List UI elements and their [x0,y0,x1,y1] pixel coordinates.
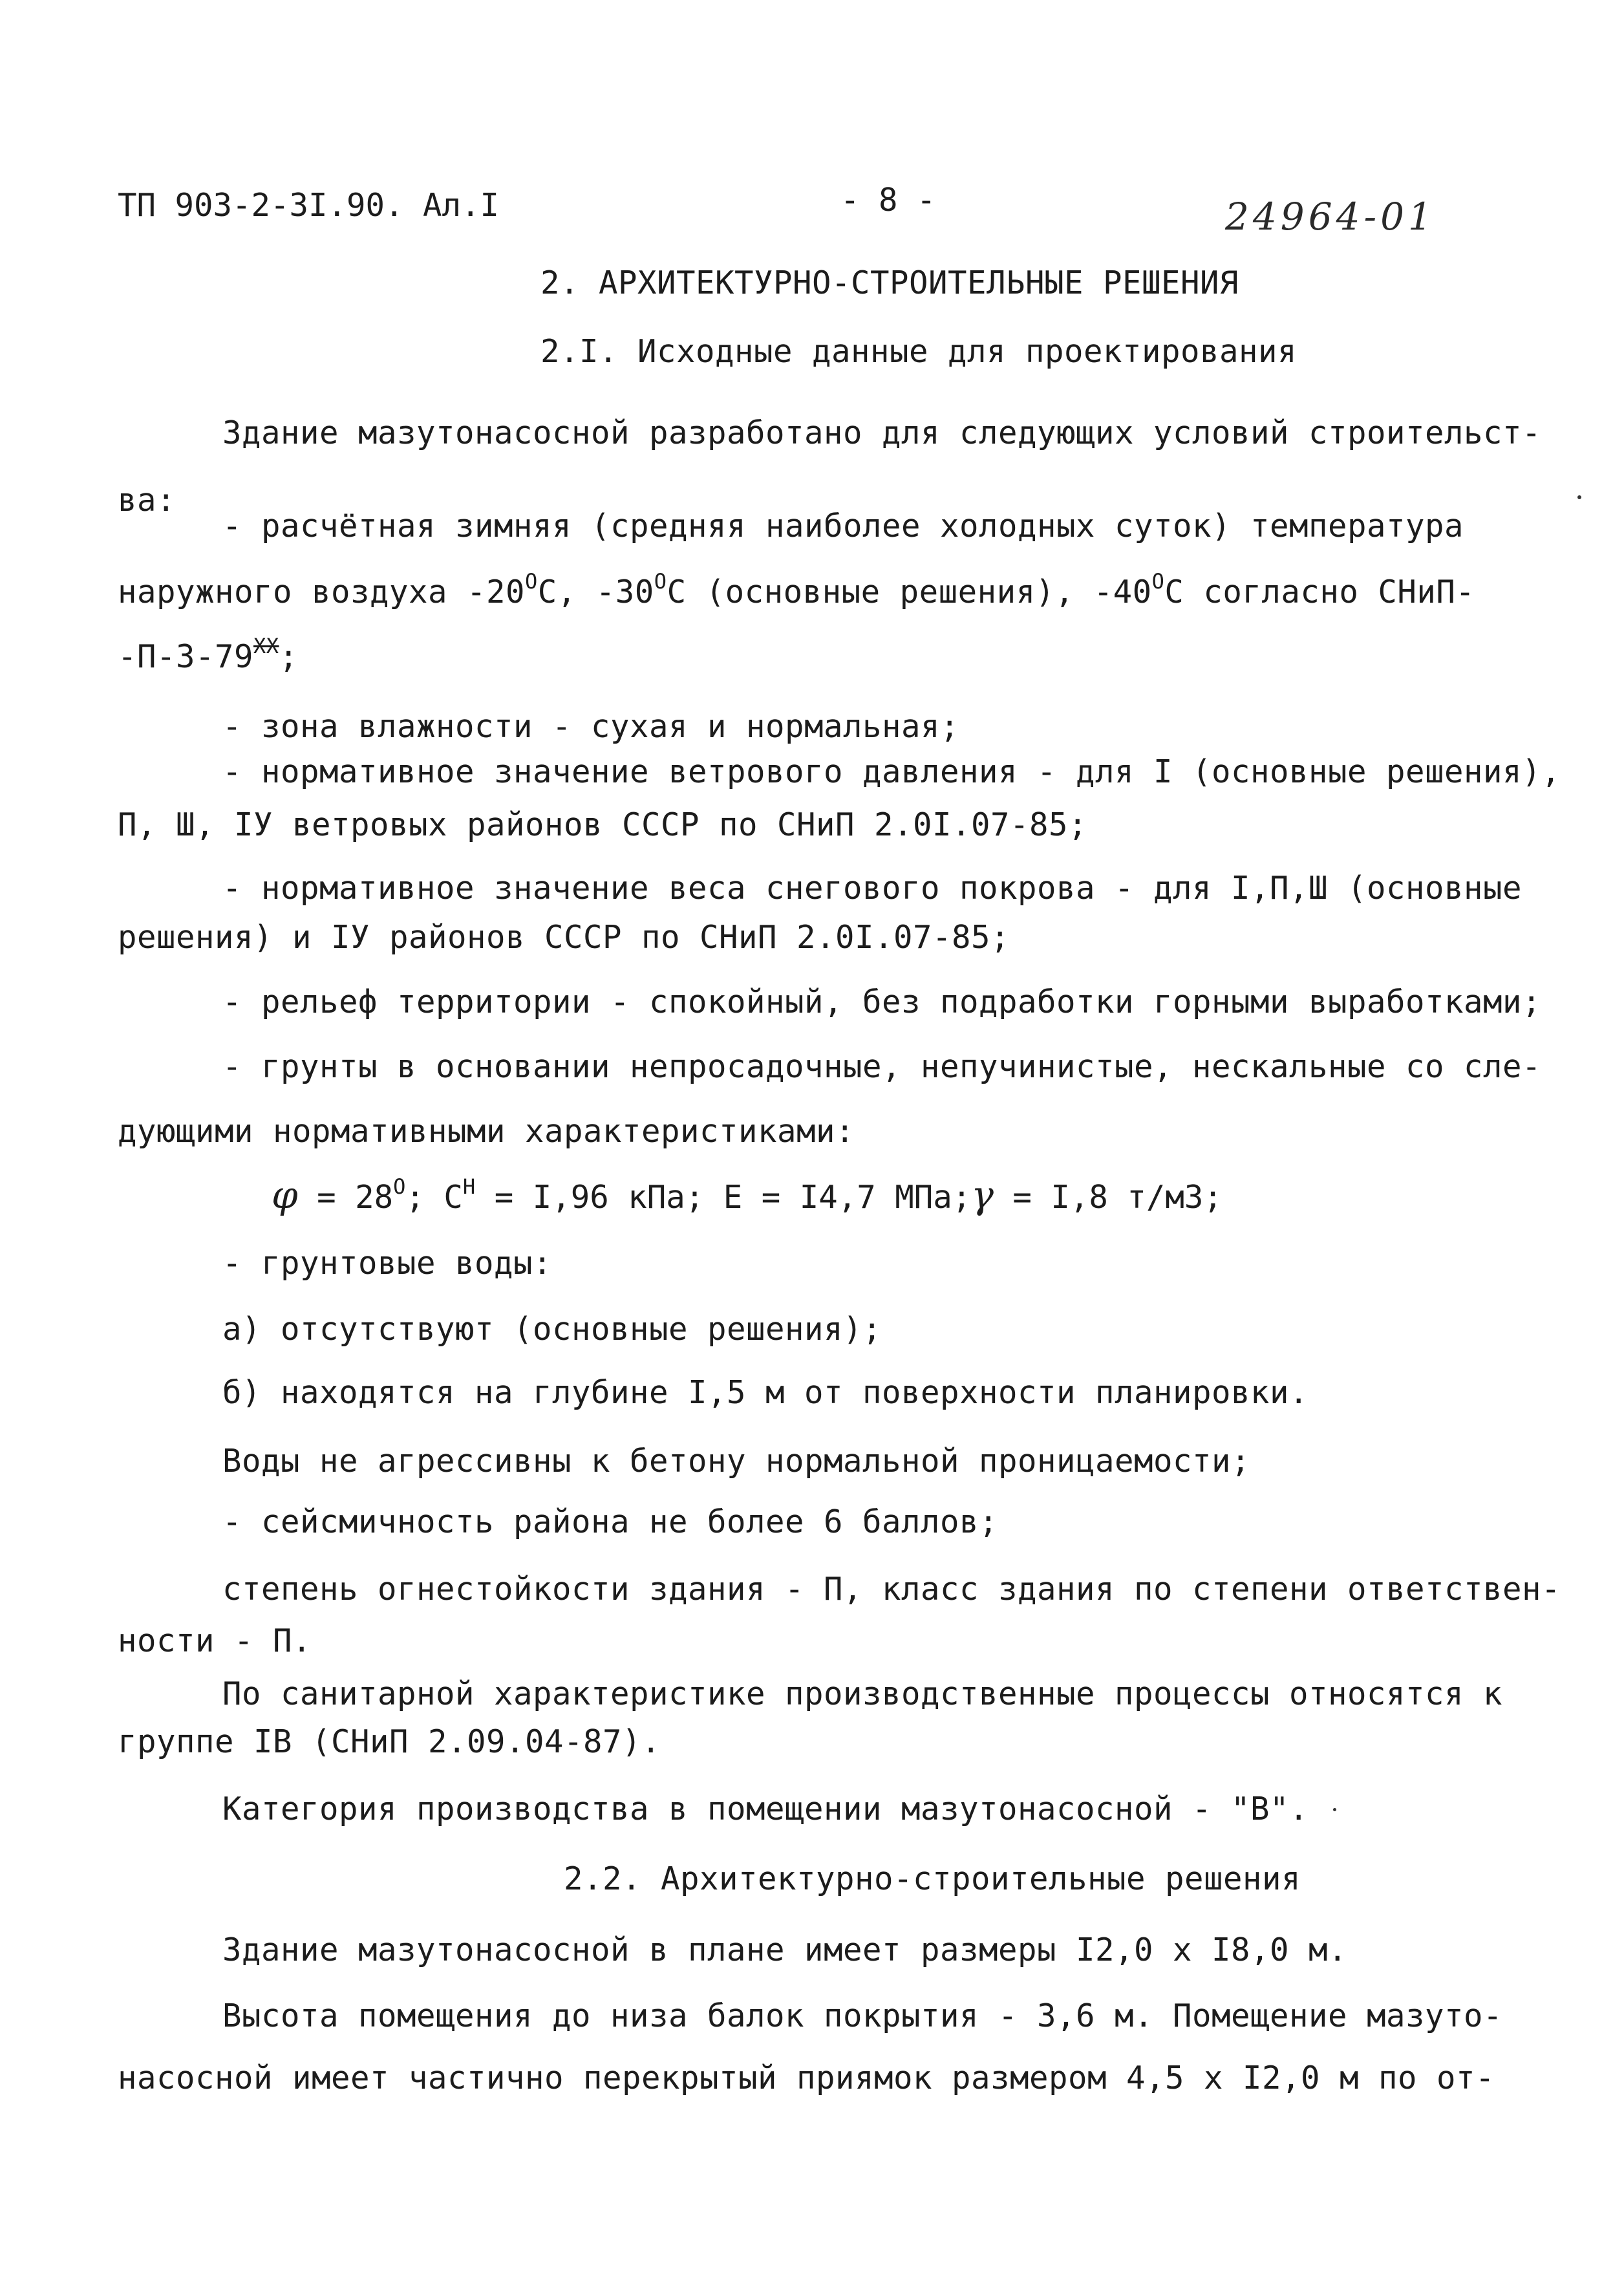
text-line: группе IВ (СНиП 2.09.04-87). [118,1723,661,1760]
text-line: - нормативное значение ветрового давления - для I (основные решения), [222,753,1561,790]
handwritten-number: 24964-01 [1225,195,1436,239]
text-line: Воды не агрессивны к бетону нормальной проницаемости; [222,1443,1251,1480]
text-line: Здание мазутонасосной разработано для следующих условий строительст- [222,414,1542,451]
text-line: - грунтовые воды: [222,1245,553,1282]
text-line: $-П-3-79^{XX}$; [118,634,299,675]
page-number: - 8 - [840,182,936,219]
subsection-title-1: 2.I. Исходные данные для проектирования [540,333,1298,370]
text-line: Категория производства в помещении мазутонасосной - "В". [222,1791,1309,1827]
text-line: Высота помещения до низа балок покрытия - 3,6 м. Помещение мазуто- [222,1997,1503,2034]
subsection-title-2: 2.2. Архитектурно-строительные решения [564,1860,1301,1897]
text-line: решения) и IУ районов СССР по СНиП 2.0I.07-85; [118,919,1010,956]
scan-speck [1333,1808,1336,1811]
text-line: - нормативное значение веса снегового покрова - для I,П,Ш (основные [222,870,1522,907]
text-line: дующими нормативными характеристиками: [118,1113,855,1150]
text-line: а) отсутствуют (основные решения); [222,1311,882,1348]
text-line: - сейсмичность района не более 6 баллов; [222,1503,999,1540]
text-line: б) находятся на глубине I,5 м от поверхности планировки. [222,1374,1309,1411]
text-line: ности - П. [118,1622,312,1659]
text-line: - зона влажности - сухая и нормальная; [222,708,960,745]
text-line: Здание мазутонасосной в плане имеет размеры I2,0 х I8,0 м. [222,1932,1348,1968]
text-line: По санитарной характеристике производственные процессы относятся к [222,1675,1503,1712]
soil-characteristics-formula: $\varphi = 28^О$; $C^Н = I,96$ кПа; E = I4,7 МПа;γ = I,8 т/м3; [272,1173,1223,1217]
text-line: - расчётная зимняя (средняя наиболее холодных суток) температура [222,508,1464,544]
text-line: П, Ш, IУ ветровых районов СССР по СНиП 2.0I.07-85; [118,806,1088,843]
text-line: - грунты в основании непросадочные, непучинистые, нескальные со сле- [222,1048,1542,1085]
text-line: степень огнестойкости здания - П, класс здания по степени ответствен- [222,1571,1561,1608]
scan-speck [1577,495,1581,499]
text-line: ва: [118,482,176,519]
text-line: насосной имеет частично перекрытый приямок размером 4,5 х I2,0 м по от- [118,2060,1495,2096]
text-line: наружного воздуха $-20^ОС$, $-30^ОС$ (основные решения), $-40^ОС$ согласно СНиП- [118,569,1475,610]
gamma-symbol: γ [971,1173,994,1217]
phi-symbol: φ [272,1173,298,1217]
section-title: 2. АРХИТЕКТУРНО-СТРОИТЕЛЬНЫЕ РЕШЕНИЯ [540,264,1239,301]
document-code: ТП 903-2-3I.90. Ал.I [118,187,500,224]
text-line: - рельеф территории - спокойный, без подработки горными выработками; [222,984,1542,1020]
